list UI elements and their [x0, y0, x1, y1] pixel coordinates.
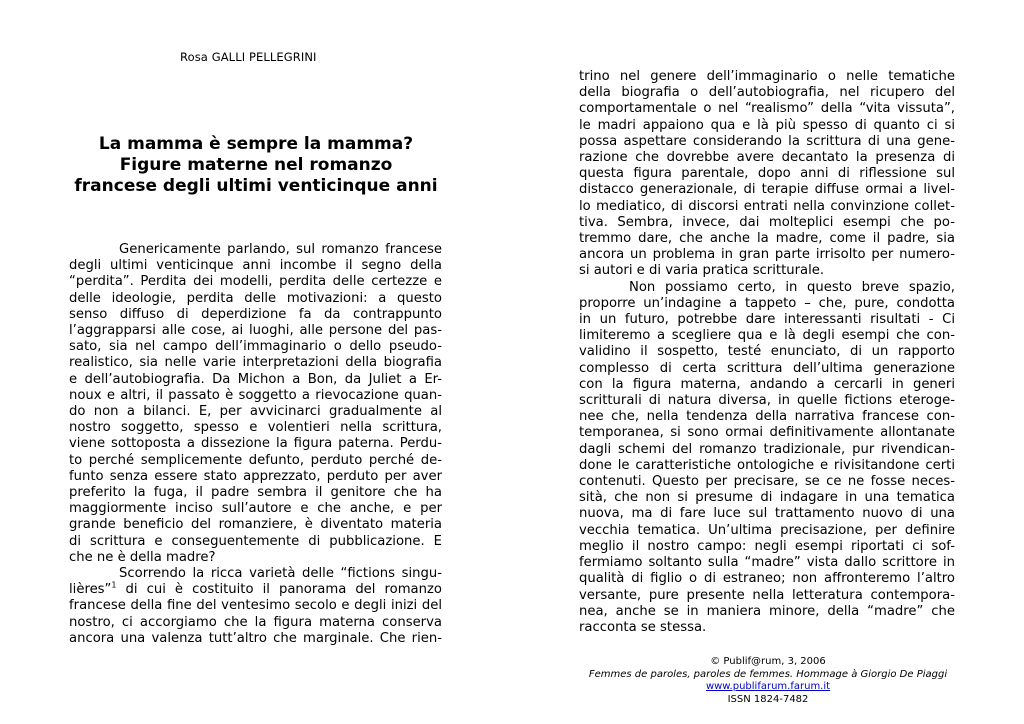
text-line: viene sottoposta a dissezione la figura paterna. Perdu- [69, 436, 442, 452]
footer-website-link[interactable]: www.publifarum.farum.it [705, 681, 831, 692]
text-fragment: di cui è costituito il panorama del romanzo [116, 582, 442, 598]
text-line: do non a bilanci. E, per avvicinarci gradualmente al [69, 404, 442, 420]
footnote-mark[interactable]: 1 [111, 580, 117, 590]
text-line: complesso di certa scrittura dell’ultima generazione [579, 360, 955, 376]
text-line: nee che, nella tendenza della narrativa francese con- [579, 409, 955, 425]
text-line: qualità di figlio o di estraneo; non affronteremo l’altro [579, 571, 955, 587]
text-line: questa figura parentale, dopo anni di riflessione sul [579, 166, 955, 182]
text-line: nostro, ci accorgiamo che la figura materna conserva [69, 614, 442, 630]
text-line: tremmo dare, che anche la madre, come il padre, sia [579, 231, 955, 247]
text-line: e dell’autobiografia. Da Michon a Bon, da Juliet a Er- [69, 371, 442, 387]
text-fragment: lières” [69, 582, 112, 598]
text-line: trino nel genere dell’immaginario o nelle tematiche [579, 69, 955, 84]
text-line-with-footnote [69, 582, 442, 598]
text-line: funto senza essere stato apprezzato, perduto per aver [69, 468, 442, 484]
text-line: noux e altri, il passato è soggetto a rievocazione quan- [69, 387, 442, 403]
text-line: to perché semplicemente defunto, perduto perché de- [69, 452, 442, 468]
text-line: scritturali di natura diversa, in quelle fictions eteroge- [579, 393, 955, 409]
text-line: sato, sia nel campo dell’immaginario o dello pseudo- [69, 339, 442, 355]
text-line: comportamentale o nel “realismo” della “vita vissuta”, [579, 101, 955, 117]
text-line: francese della fine del ventesimo secolo e degli inizi del [69, 598, 442, 614]
text-line: le madri appaiono qua e là più spesso di quanto ci si [579, 117, 955, 133]
title-line: Figure materne nel romanzo [119, 155, 393, 175]
text-line: possa aspettare considerando la scrittura di una gene- [579, 133, 955, 149]
text-line: si autori e di varia pratica scritturale. [579, 263, 825, 279]
text-line: racconta se stessa. [579, 619, 707, 635]
text-line: grande beneficio del romanziere, è diventato materia [69, 517, 442, 533]
text-line: dagli schemi del romanzo tradizionale, pur rivendican- [579, 441, 955, 457]
text-line: proporre un’indagine a tappeto – che, pure, condotta [579, 295, 955, 311]
footer-copyright: © Publif@rum, 3, 2006 [710, 656, 826, 667]
text-line: ancora una valenza tutt’altro che marginale. Che rien- [69, 630, 442, 646]
text-line: validino il sospetto, testé enunciato, di un rapporto [579, 344, 955, 360]
text-line: di scrittura e conseguentemente di pubblicazione. E [69, 533, 442, 549]
text-line: degli ultimi venticinque anni incombe il segno della [69, 258, 442, 274]
text-line: lo mediatico, di discorsi entrati nella convinzione collet- [579, 198, 955, 214]
text-line: preferito la fuga, il padre sembra il genitore che ha [69, 485, 442, 501]
text-line: della biografia o dell’autobiografia, nel ricupero del [579, 85, 955, 101]
text-line: l’aggrapparsi alle cose, ai luoghi, alle persone del pas- [69, 323, 442, 339]
title-line: La mamma è sempre la mamma? [98, 134, 414, 154]
text-line: con la figura materna, andando a cercarli in generi [579, 376, 955, 392]
text-line: delle ideologie, perdita delle motivazioni: a questo [69, 290, 442, 306]
footer-issue-title: Femmes de paroles, paroles de femmes. Hommage à Giorgio De Piaggi [588, 668, 948, 680]
text-line: distacco generazionale, di terapie diffuse ormai a livel- [579, 182, 955, 198]
text-line: vecchia tematica. Un’ultima precisazione, per definire [579, 522, 955, 538]
text-line: Genericamente parlando, sul romanzo francese [119, 242, 442, 257]
author-name: Rosa GALLI PELLEGRINI [180, 50, 317, 64]
text-line: maggiormente inciso sull’autore e che anche, e per [69, 501, 442, 517]
text-line: sità, che non si presume di indagare in una tematica [579, 490, 955, 506]
text-line: fermiamo soltanto sulla “madre” vista dallo scrittore in [579, 555, 955, 571]
text-line: in un futuro, potrebbe dare interessanti risultati - Ci [579, 312, 955, 328]
title-line: francese degli ultimi venticinque anni [74, 176, 438, 196]
text-line: nostro soggetto, spesso e volentieri nella scrittura, [69, 420, 442, 436]
text-line: nea, anche se in maniera minore, della “madre” che [579, 603, 955, 619]
text-line: “perdita”. Perdita dei modelli, perdita delle certezze e [69, 274, 442, 290]
text-line: temporanea, si sono ormai definitivamente allontanate [579, 425, 955, 441]
text-line: senso diffuso di deperdizione fa da contrappunto [69, 306, 442, 322]
left-column-text [69, 242, 442, 647]
text-line: ancora un problema in gran parte irrisolto per numero- [579, 247, 955, 263]
text-line: realistico, sia nelle varie interpretazioni della biografia [69, 355, 442, 371]
article-title [66, 134, 446, 197]
text-line: Scorrendo la ricca varietà delle “fictions singu- [119, 566, 442, 582]
text-line: Non possiamo certo, in questo breve spazio, [629, 279, 955, 295]
text-line: che ne è della madre? [69, 549, 216, 565]
text-line: razione che dovrebbe avere decantato la presenza di [579, 150, 955, 166]
text-line: contenuti. Questo per precisare, se ce ne fosse neces- [579, 474, 955, 490]
text-line: tiva. Sembra, invece, dai molteplici esempi che po- [579, 214, 955, 230]
footer-issn: ISSN 1824-7482 [727, 693, 809, 705]
right-page [512, 0, 1024, 724]
right-column-text [579, 69, 955, 636]
page-footer [512, 656, 1024, 706]
text-line: nuova, ma di fare luce sul trattamento nuovo di una [579, 506, 955, 522]
text-line: done le caratteristiche ontologiche e rivisitandone certi [579, 457, 955, 473]
text-line: versante, pure presente nella letteratura contempora- [579, 587, 955, 603]
text-line: limiteremo a scegliere qua e là degli esempi che con- [579, 328, 955, 344]
text-line: meglio il nostro campo: negli esempi riportati ci sof- [579, 538, 955, 554]
